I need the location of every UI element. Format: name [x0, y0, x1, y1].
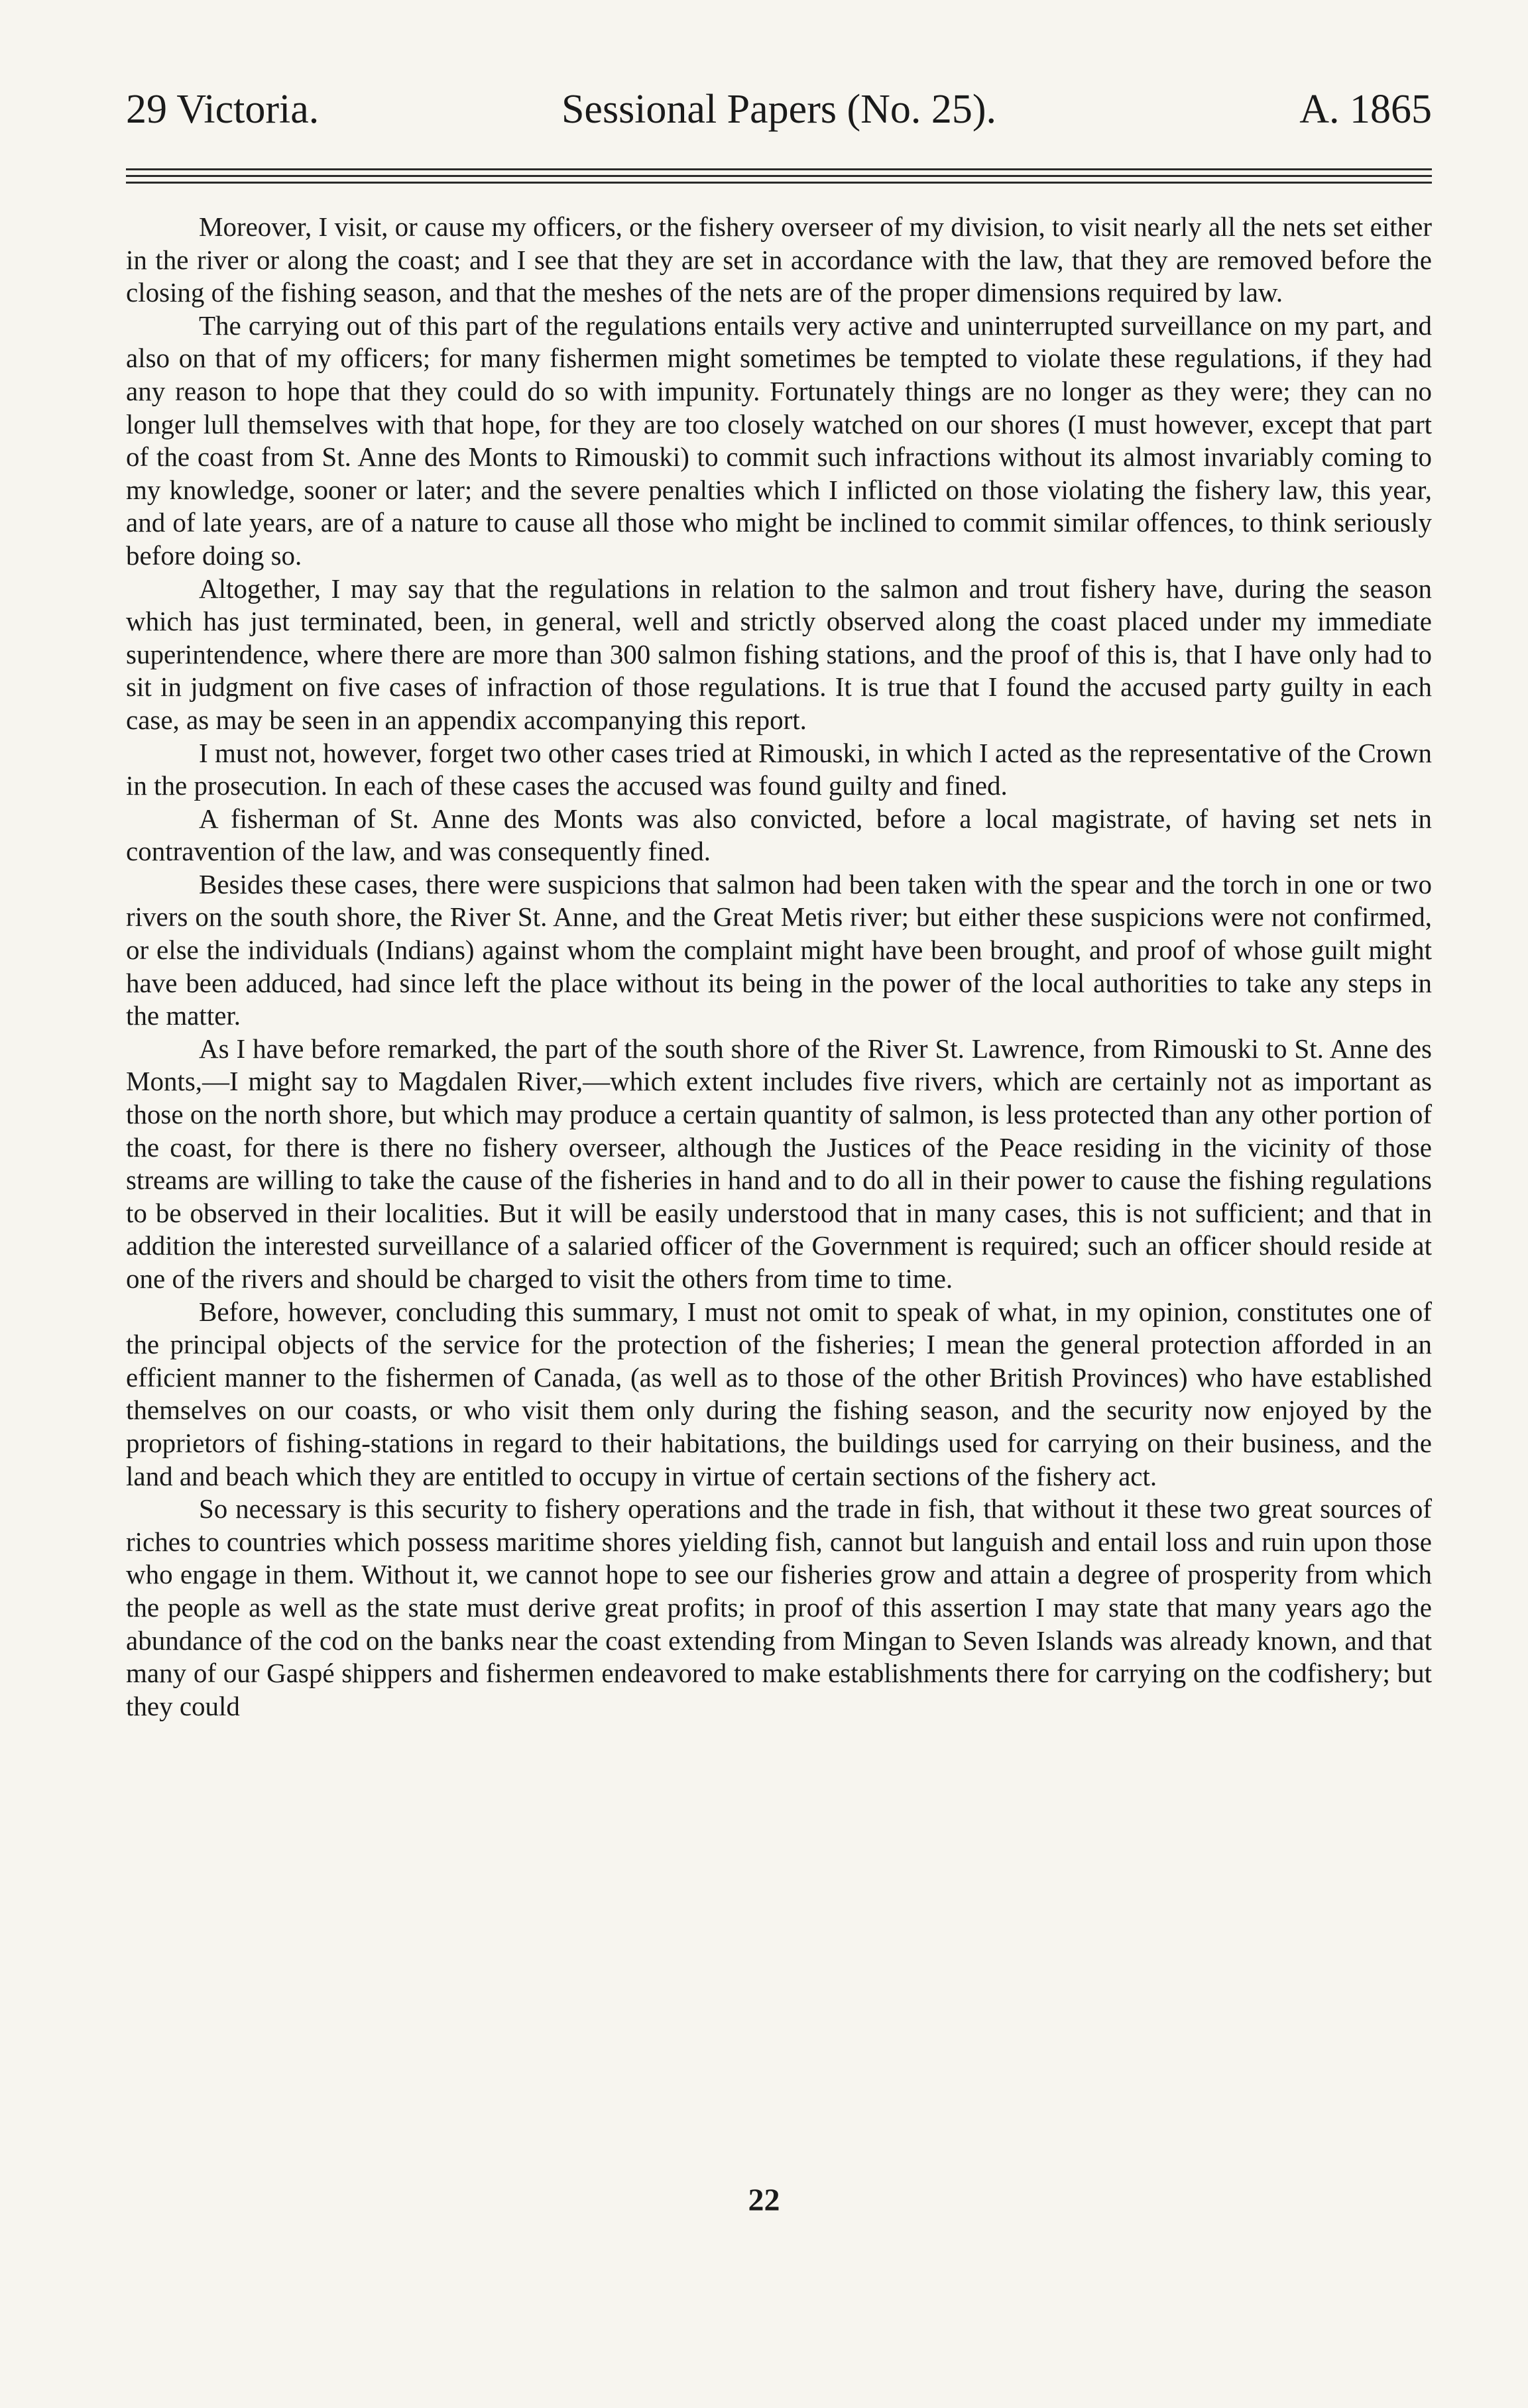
header-session: 29 Victoria. — [126, 87, 320, 132]
running-header — [126, 80, 1432, 139]
report-body — [126, 211, 1432, 1723]
page-number: 22 — [748, 2183, 780, 2218]
header-rule-middle — [126, 175, 1432, 177]
header-title: Sessional Papers (No. 25). — [561, 87, 997, 132]
paragraph-general-protection: Before, however, concluding this summary, I must not omit to speak of what, in my opinion, constitutes one of the principal objects of the service for the protection of the fisheries; I mean the general protection afforded in an efficient manner to the fishermen of Canada, (as well as to those of the other British Provinces) who have established themselves on our coasts, or who visit them only during the fishing season, and the security now enjoyed by the proprietors of fishing-stations in regard to their habitations, the buildings used for carrying on their business, and the land and beach which they are entitled to occupy in virtue of certain sections of the fishery act. — [126, 1296, 1432, 1491]
paragraph-surveillance: The carrying out of this part of the regulations entails very active and uninterrupted surveillance on my part, and also on that of my officers; for many fishermen might sometimes be tempted to violate these regulations, if they had any reason to hope that they could do so with impunity. Fortunately things are no longer as they were; they can no longer lull themselves with that hope, for they are too closely watched on our shores (I must however, except that part of the coast from St. Anne des Monts to Rimouski) to commit such infractions without its almost invariably coming to my knowledge, sooner or later; and the severe penalties which I inflicted on those violating the fishery law, this year, and of late years, are of a nature to cause all those who might be inclined to commit similar offences, to think seriously before doing so. — [126, 310, 1432, 571]
paragraph-st-anne-conviction: A fisherman of St. Anne des Monts was also convicted, before a local magistrate, of having set nets in contravention of the law, and was consequently fined. — [126, 803, 1432, 867]
header-year: A. 1865 — [1299, 87, 1432, 132]
header-rule-bottom — [126, 182, 1432, 184]
paragraph-south-shore-protection: As I have before remarked, the part of the south shore of the River St. Lawrence, from Rimouski to St. Anne des Monts,—I might say to Magdalen River,—which extent includes five rivers, which are certainly not as important as those on the north shore, but which may produce a certain quantity of salmon, is less protected than any other portion of the coast, for there is there no fishery overseer, although the Justices of the Peace residing in the vicinity of those streams are willing to take the cause of the fisheries in hand and to do all in their power to cause the fishing regulations to be observed in their localities. But it will be easily understood that in many cases, this is not sufficient; and that in addition the interested surveillance of a salaried officer of the Government is required; such an officer should reside at one of the rivers and should be charged to visit the others from time to time. — [126, 1033, 1432, 1294]
header-rule-top — [126, 168, 1432, 170]
paragraph-regulations-observed: Altogether, I may say that the regulations in relation to the salmon and trout fishery have, during the season which has just terminated, been, in general, well and strictly observed along the coast placed under my immediate superintendence, where there are more than 300 salmon fishing stations, and the proof of this is, that I have only had to sit in judgment on five cases of infraction of those regulations. It is true that I found the accused party guilty in each case, as may be seen in an appendix accompanying this report. — [126, 573, 1432, 735]
paragraph-security-necessity: So necessary is this security to fishery operations and the trade in fish, that without it these two great sources of riches to countries which possess maritime shores yielding fish, cannot but languish and entail loss and ruin upon those who engage in them. Without it, we cannot hope to see our fisheries grow and attain a degree of prosperity from which the people as well as the state must derive great profits; in proof of this assertion I may state that many years ago the abundance of the cod on the banks near the coast extending from Mingan to Seven Islands was already known, and that many of our Gaspé shippers and fishermen endeavored to make establishments there for carrying on the codfishery; but they could — [126, 1493, 1432, 1721]
paragraph-rimouski-cases: I must not, however, forget two other cases tried at Rimouski, in which I acted as the representative of the Crown in the prosecution. In each of these cases the accused was found guilty and fined. — [126, 737, 1432, 801]
paragraph-spear-torch-suspicions: Besides these cases, there were suspicions that salmon had been taken with the spear and the torch in one or two rivers on the south shore, the River St. Anne, and the Great Metis river; but either these suspicions were not confirmed, or else the individuals (Indians) against whom the complaint might have been brought, and proof of whose guilt might have been adduced, had since left the place without its being in the power of the local authorities to take any steps in the matter. — [126, 868, 1432, 1031]
paragraph-nets-inspection: Moreover, I visit, or cause my officers, or the fishery overseer of my division, to visit nearly all the nets set either in the river or along the coast; and I see that they are set in accordance with the law, that they are removed before the closing of the fishing season, and that the meshes of the nets are of the proper dimensions required by law. — [126, 211, 1432, 308]
